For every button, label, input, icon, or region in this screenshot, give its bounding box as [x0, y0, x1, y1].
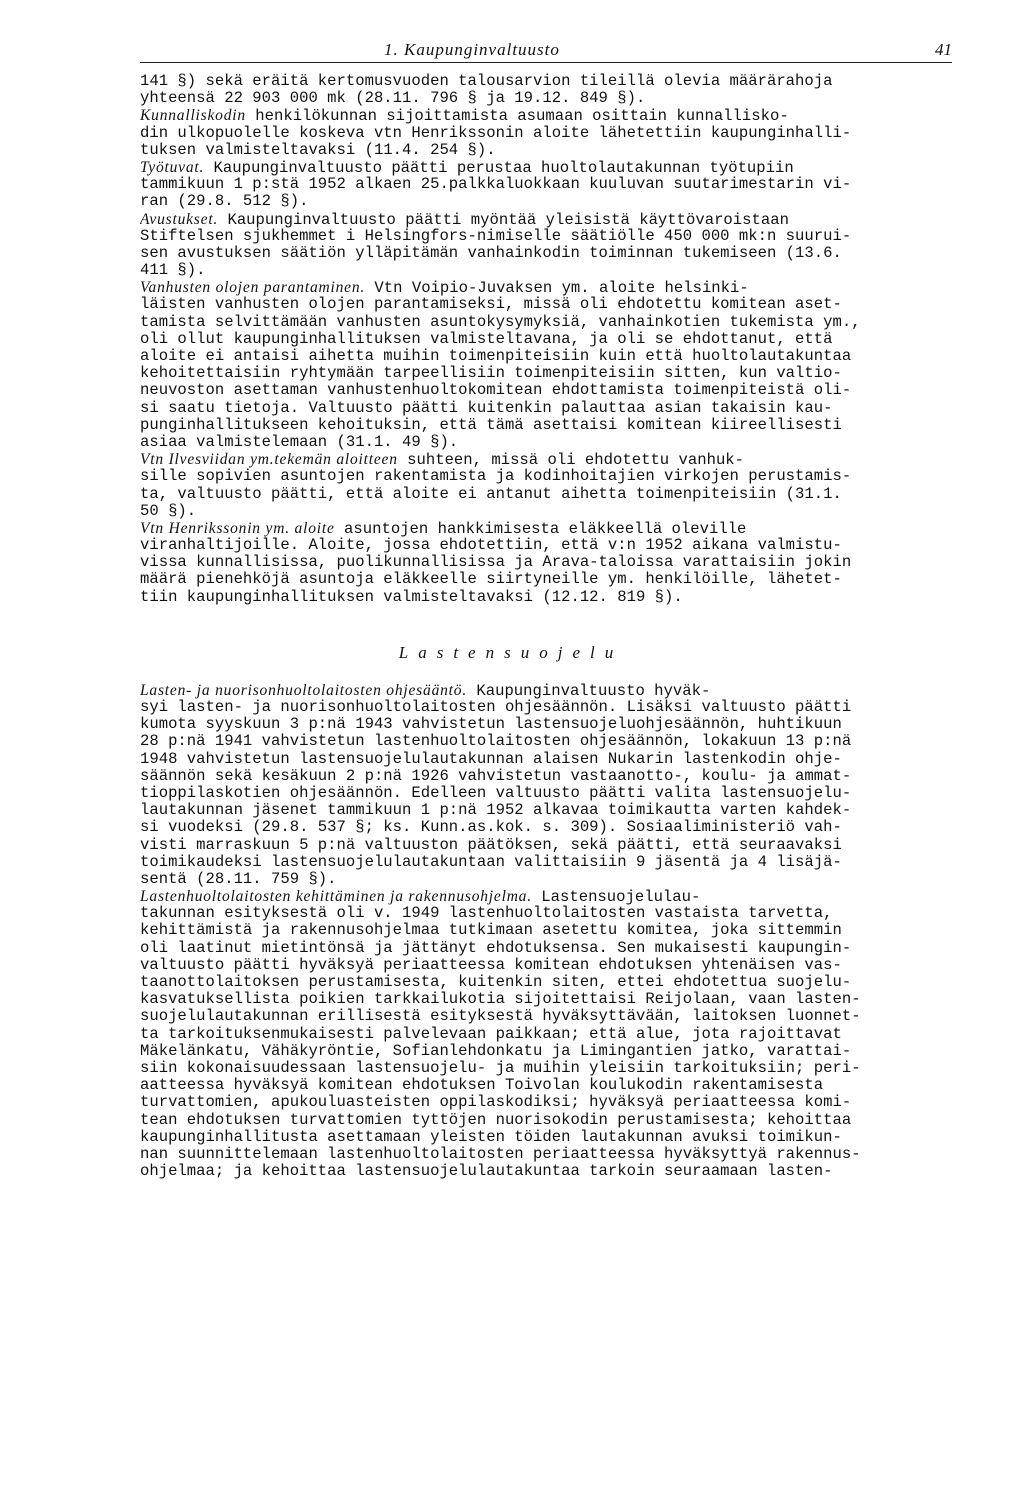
paragraph-lead: Vanhusten olojen parantaminen. [140, 279, 366, 297]
text-line [140, 245, 952, 262]
text-line [140, 785, 952, 802]
text-line [140, 1129, 952, 1146]
line-text: suojelulautakunnan erillisestä esityksestä hyväksyttävään, laitoksen luonnet- [140, 1008, 861, 1026]
line-text: valtuusto päätti hyväksyä periaatteessa komitean ehdotuksen yhtenäisen vas- [140, 956, 842, 974]
text-line [140, 682, 952, 699]
line-text: yhteensä 22 903 000 mk (28.11. 796 § ja 19.12. 849 §). [140, 90, 646, 108]
text-line [140, 1043, 952, 1060]
text-line [140, 854, 952, 871]
text-line [140, 331, 952, 348]
line-text: ta tarkoituksenmukaisesti palvelevaan paikkaan; että alue, jota rajoittavat [140, 1025, 842, 1043]
line-text: asuntojen hankkimisesta eläkkeellä oleville [334, 519, 747, 538]
text-line [140, 1060, 952, 1077]
text-line [140, 751, 952, 768]
line-text: Stiftelsen sjukhemmet i Helsingfors-nimiselle säätiölle 450 000 mk:n suurui- [140, 227, 852, 245]
running-title: 1. Kaupunginvaltuusto [384, 40, 560, 59]
text-line [140, 768, 952, 785]
text-line [140, 589, 952, 606]
text-line [140, 571, 952, 588]
text-line [140, 888, 952, 905]
line-text: lautakunnan jäsenet tammikuun 1 p:nä 1952 alkavaa toimikautta varten kahdek- [140, 802, 852, 820]
text-line [140, 699, 952, 716]
text-line [140, 90, 952, 107]
paragraph-lead: Avustukset. [140, 210, 219, 228]
text-line [140, 957, 952, 974]
line-text: Lastensuojelulau- [531, 888, 701, 906]
text-line [140, 73, 952, 90]
line-text: tiin kaupunginhallituksen valmisteltavaksi (12.12. 819 §). [140, 588, 683, 606]
text-line [140, 974, 952, 991]
line-text: kasvatuksellista poikien tarkkailukotia sijoitettaisi Reijolaan, vaan lasten- [140, 991, 861, 1009]
line-text: sille sopivien asuntojen rakentamista ja kodinhoitajien virkojen perustamis- [140, 468, 852, 486]
line-text: oli ollut kaupunginhallituksen valmisteltavana, ja oli se ehdottanut, että [140, 330, 833, 348]
line-text: aatteessa hyväksyä komitean ehdotuksen Toivolan koulukodin rakentamisesta [140, 1077, 824, 1095]
line-text: viranhaltijoille. Aloite, jossa ehdotettiin, että v:n 1952 aikana valmistu- [140, 537, 842, 555]
text-line [140, 176, 952, 193]
text-line [140, 537, 952, 554]
line-text: sentä (28.11. 759 §). [140, 870, 337, 888]
text-line [140, 314, 952, 331]
line-text: tamista selvittämään vanhusten asuntokysymyksiä, vanhainkotien tukemista ym., [140, 313, 861, 331]
line-text: 50 §). [140, 502, 197, 520]
text-line [140, 1146, 952, 1163]
text-line [140, 1112, 952, 1129]
text-line [140, 193, 952, 210]
line-text: aloite ei antaisi aihetta muihin toimenpiteisiin kuin että huoltolautakuntaa [140, 348, 852, 365]
line-text: Kaupunginvaltuusto hyväk- [467, 681, 711, 699]
line-text: sen avustuksen säätiön ylläpitämän vanhainkodin toiminnan tukemiseen (13.6. [140, 244, 842, 262]
text-line [140, 1077, 952, 1094]
text-line [140, 503, 952, 520]
text-line [140, 262, 952, 279]
text-line [140, 837, 952, 854]
text-line [140, 554, 952, 571]
paragraph-lead: Työtuvat. [140, 158, 205, 176]
text-line [140, 400, 952, 417]
line-text: ohjelmaa; ja kehoittaa lastensuojelulautakuntaa tarkoin seuraamaan lasten- [140, 1163, 833, 1181]
paragraph-lead: Vtn Ilvesviidan ym.tekemän aloitteen [140, 451, 398, 469]
paragraph-lead: Kunnalliskodin [140, 107, 246, 125]
text-line [140, 1094, 952, 1111]
text-line [140, 382, 952, 399]
text-line [140, 142, 952, 159]
line-text: kaupunginhallitusta asettamaan yleisten töiden lautakunnan avuksi toimikun- [140, 1128, 842, 1146]
line-text: toimikaudeksi lastensuojelulautakuntaan valittaisiin 9 jäsentä ja 4 lisäjä- [140, 853, 842, 871]
text-line [140, 296, 952, 313]
text-line [140, 716, 952, 733]
line-text: Kaupunginvaltuusto päätti perustaa huoltolautakunnan työtupiin [204, 158, 794, 177]
line-text: kehittämistä ja rakennusohjelmaa tutkimaan asetettu komitea, joka sittemmin [140, 922, 842, 940]
line-text: neuvoston asettaman vanhustenhuoltokomitean ehdottamista toimenpiteistä oli- [140, 382, 852, 400]
line-text: 1948 vahvistetun lastensuojelulautakunnan alaisen Nukarin lastenkodin ohje- [140, 750, 842, 768]
text-line [140, 451, 952, 468]
text-line [140, 125, 952, 142]
text-line [140, 434, 952, 451]
line-text: syi lasten- ja nuorisonhuoltolaitosten ohjesäännön. Lisäksi valtuusto päätti [140, 699, 852, 716]
line-text: si saatu tietoja. Valtuusto päätti kuitenkin palauttaa asian takaisin kau- [140, 399, 833, 417]
line-text: tioppilaskotien ohjesäännön. Edelleen valtuusto päätti valita lastensuojelu- [140, 784, 852, 802]
page-number: 41 [935, 40, 952, 59]
line-text: turvattomien, apukouluasteisten oppilaskodiksi; hyväksyä periaatteessa komi- [140, 1094, 852, 1112]
line-text: visti marraskuun 5 p:nä valtuuston päätöksen, sekä päätti, että seuraavaksi [140, 836, 842, 854]
paragraph-lead: Vtn Henrikssonin ym. aloite [140, 519, 335, 537]
text-line [140, 991, 952, 1008]
section-title: Lastensuojelu [398, 642, 624, 662]
text-line [140, 486, 952, 503]
text-line [140, 365, 952, 382]
line-text: nan suunnittelemaan lastenhuoltolaitosten periaatteessa hyväksyttyä rakennus- [140, 1145, 861, 1163]
line-text: Kaupunginvaltuusto päätti myöntää yleisistä käyttövaroistaan [218, 210, 789, 228]
paragraph-lead: Lastenhuoltolaitosten kehittäminen ja rakennusohjelma. [140, 888, 532, 906]
text-line [140, 228, 952, 245]
line-text: punginhallitukseen kehoituksin, että tämä asettaisi komitean kiireellisesti [140, 416, 842, 434]
line-text: 141 §) sekä eräitä kertomusvuoden talousarvion tileillä olevia määrärahoja [140, 73, 833, 90]
text-line [140, 905, 952, 922]
line-text: Mäkelänkatu, Vähäkyröntie, Sofianlehdonkatu ja Limingantien jatko, varattai- [140, 1042, 852, 1060]
text-line [140, 940, 952, 957]
line-text: suhteen, missä oli ehdotettu vanhuk- [397, 451, 745, 469]
text-line [140, 871, 952, 888]
text-line [140, 733, 952, 750]
line-text: kehoitettaisiin ryhtymään tarpeellisiin toimenpiteisiin sitten, kun valtio- [140, 365, 842, 383]
line-text: henkilökunnan sijoittamista asumaan osittain kunnallisko- [245, 107, 789, 125]
line-text: ran (29.8. 512 §). [140, 193, 309, 211]
line-text: läisten vanhusten olojen parantamiseksi, missä oli ehdotettu komitean aset- [140, 296, 842, 314]
line-text: oli laatinut mietintönsä ja jättänyt ehdotuksensa. Sen mukaisesti kaupungin- [140, 939, 852, 957]
document-page [140, 40, 952, 1180]
text-block-vanhukset [140, 73, 952, 606]
line-text: säännön sekä kesäkuun 2 p:nä 1926 vahvistetun vastaanotto-, koulu- ja ammat- [140, 767, 852, 785]
line-text: 411 §). [140, 262, 206, 280]
text-line [140, 107, 952, 124]
line-text: takunnan esityksestä oli v. 1949 lastenhuoltolaitosten vastaista tarvetta, [140, 905, 833, 923]
paragraph-lead: Lasten- ja nuorisonhuoltolaitosten ohjesääntö. [140, 681, 468, 699]
text-line [140, 1163, 952, 1180]
line-text: kumota syyskuun 3 p:nä 1943 vahvistetun lastensuojeluohjesäännön, huhtikuun [140, 716, 842, 734]
line-text: ta, valtuusto päätti, että aloite ei antanut aihetta toimenpiteisiin (31.1. [140, 485, 842, 503]
text-line [140, 819, 952, 836]
text-line [140, 279, 952, 296]
line-text: taanottolaitoksen perustamisesta, kuitenkin siten, ettei ehdotettua suojelu- [140, 974, 852, 991]
line-text: tean ehdotuksen turvattomien tyttöjen nuorisokodin perustamisesta; kehoittaa [140, 1111, 852, 1129]
line-text: tammikuun 1 p:stä 1952 alkaen 25.palkkaluokkaan kuuluvan suutarimestarin vi- [140, 176, 852, 194]
text-block-lastensuojelu [140, 682, 952, 1180]
line-text: vissa kunnallisissa, puolikunnallisissa ja Arava-taloissa varattaisiin jokin [140, 554, 852, 572]
line-text: asiaa valmistelemaan (31.1. 49 §). [140, 433, 459, 451]
text-line [140, 922, 952, 939]
text-line [140, 802, 952, 819]
line-text: Vtn Voipio-Juvaksen ym. aloite helsinki- [365, 279, 749, 297]
line-text: din ulkopuolelle koskeva vtn Henrikssonin aloite lähetettiin kaupunginhalli- [140, 124, 852, 142]
line-text: tuksen valmisteltavaksi (11.4. 254 §). [140, 141, 496, 159]
line-text: si vuodeksi (29.8. 537 §; ks. Kunn.as.kok. s. 309). Sosiaaliministeriö vah- [140, 819, 842, 837]
text-line [140, 348, 952, 365]
text-line [140, 1026, 952, 1043]
line-text: siin kokonaisuudessaan lastensuojelu- ja muihin yleisiin tarkoituksiin; peri- [140, 1059, 861, 1077]
line-text: 28 p:nä 1941 vahvistetun lastenhuoltolaitosten ohjesäännön, lokakuun 13 p:nä [140, 733, 852, 751]
line-text: määrä pienehköjä asuntoja eläkkeelle siirtyneille ym. henkilöille, lähetet- [140, 571, 842, 589]
text-line [140, 1008, 952, 1025]
text-line [140, 159, 952, 176]
text-line [140, 211, 952, 228]
text-line [140, 520, 952, 537]
text-line [140, 417, 952, 434]
page-header [140, 40, 952, 63]
text-line [140, 468, 952, 485]
